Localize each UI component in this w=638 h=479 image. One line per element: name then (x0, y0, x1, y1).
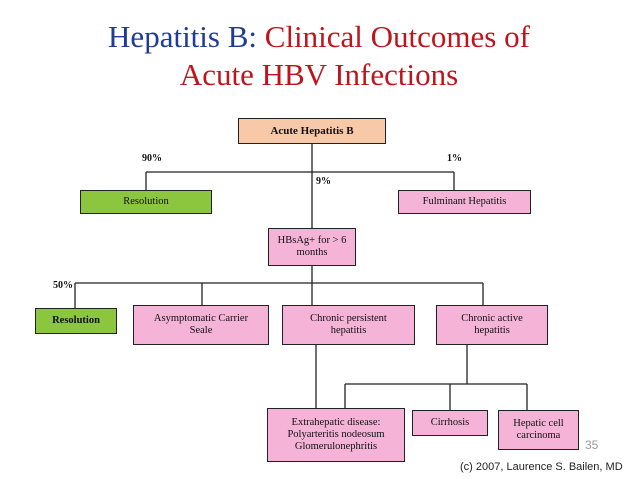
node-extrahepatic-disease: Extrahepatic disease: Polyarteritis nodeosum Glomerulonephritis (267, 408, 405, 462)
node-resolution-2: Resolution (35, 308, 117, 334)
pct-fulminant: 1% (447, 153, 462, 164)
node-hepatic-cell-carcinoma: Hepatic cell carcinoma (498, 410, 579, 450)
node-acute-hepatitis-b: Acute Hepatitis B (238, 118, 386, 144)
node-cirrhosis: Cirrhosis (412, 410, 488, 436)
node-chronic-active-hepatitis: Chronic active hepatitis (436, 305, 548, 345)
pct-hbsag: 9% (316, 176, 331, 187)
node-hbsag-positive: HBsAg+ for > 6 months (268, 228, 356, 266)
node-resolution-1: Resolution (80, 190, 212, 214)
node-asymptomatic-carrier: Asymptomatic Carrier Seale (133, 305, 269, 345)
pct-resolution: 90% (142, 153, 162, 164)
title-part-blue: Hepatitis B: (108, 19, 258, 54)
node-fulminant-hepatitis: Fulminant Hepatitis (398, 190, 531, 214)
title-line-2: Acute HBV Infections (179, 57, 459, 92)
copyright-credit: (c) 2007, Laurence S. Bailen, MD (460, 461, 623, 473)
page-number: 35 (585, 438, 599, 452)
node-chronic-persistent-hepatitis: Chronic persistent hepatitis (282, 305, 415, 345)
pct-resolution-2: 50% (53, 280, 73, 291)
title-part-red: Clinical Outcomes of (264, 19, 530, 54)
